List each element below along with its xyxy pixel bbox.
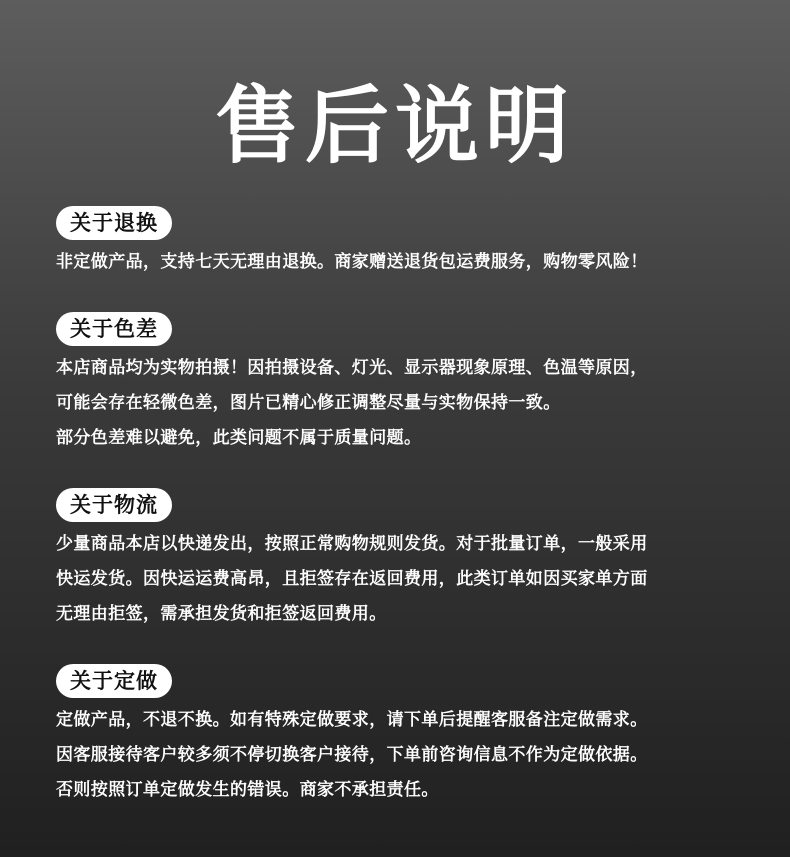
- section-heading-returns: 关于退换: [56, 206, 172, 240]
- custom-orders-text-line: 因客服接待客户较多须不停切换客户接待，下单前咨询信息不作为定做依据。: [56, 745, 648, 765]
- section-custom-orders: [56, 664, 746, 808]
- section-color-difference: [56, 312, 746, 456]
- color-difference-text-line: 部分色差难以避免，此类问题不属于质量问题。: [56, 428, 422, 448]
- color-difference-text-line: 本店商品均为实物拍摄！因拍摄设备、灯光、显示器现象原理、色温等原因，: [56, 358, 648, 378]
- returns-text-line: 非定做产品，支持七天无理由退换。商家赠送退货包运费服务，购物零风险！: [56, 252, 648, 272]
- section-returns: [56, 206, 746, 280]
- page-title: 售后说明: [214, 77, 575, 175]
- logistics-text-line: 少量商品本店以快递发出，按照正常购物规则发货。对于批量订单，一般采用: [56, 534, 648, 554]
- section-logistics: [56, 488, 746, 632]
- logistics-text-line: 快运发货。因快运运费高昂，且拒签存在返回费用，此类订单如因买家单方面: [56, 569, 648, 589]
- section-heading-logistics: 关于物流: [56, 488, 172, 522]
- color-difference-text-line: 可能会存在轻微色差，图片已精心修正调整尽量与实物保持一致。: [56, 393, 561, 413]
- custom-orders-text-line: 否则按照订单定做发生的错误。商家不承担责任。: [56, 780, 439, 800]
- section-heading-color-difference: 关于色差: [56, 312, 172, 346]
- logistics-text-line: 无理由拒签，需承担发货和拒签返回费用。: [56, 604, 387, 624]
- custom-orders-text-line: 定做产品，不退不换。如有特殊定做要求，请下单后提醒客服备注定做需求。: [56, 710, 648, 730]
- section-heading-custom-orders: 关于定做: [56, 664, 172, 698]
